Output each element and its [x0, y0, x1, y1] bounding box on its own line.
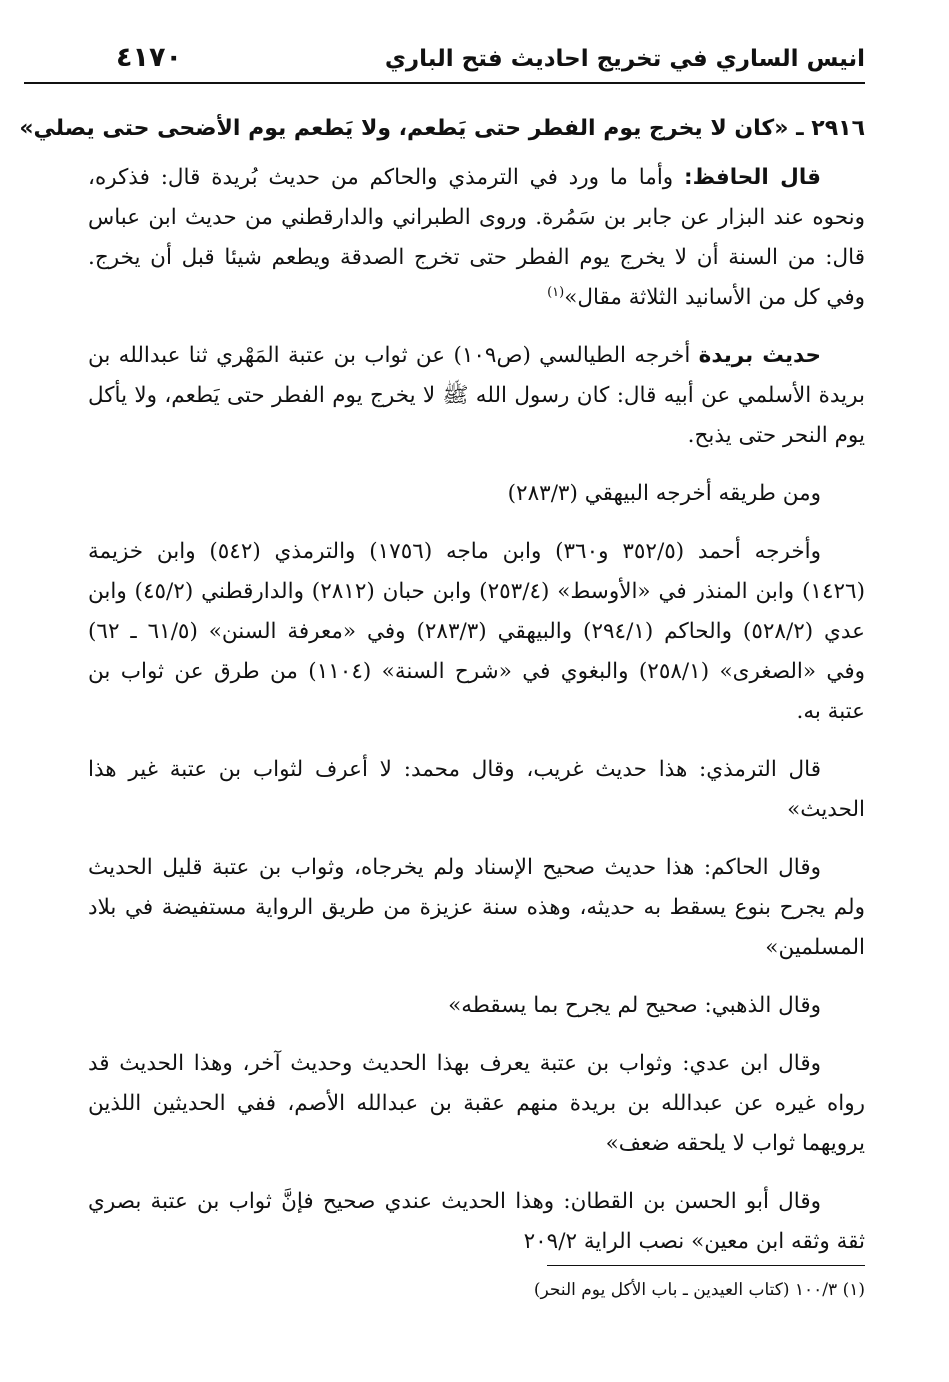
footnote-reference: (١)	[547, 284, 565, 300]
page-header	[24, 38, 865, 84]
paragraph-text: وأما ما ورد في الترمذي والحاكم من حديث بُريدة قال: فذكره، ونحوه عند البزار عن جابر بن سَمُرة. وروى الطبراني والدارقطني من حديث ابن عباس قال: من السنة أن لا يخرج يوم الفطر حتى تخرج الصدقة ويطعم شيئا قبل أن يخرج. وفي كل من الأسانيد الثلاثة مقال»	[88, 165, 865, 310]
main-text	[19, 106, 865, 1280]
paragraph-tirmidhi: قال الترمذي: هذا حديث غريب، وقال محمد: لا أعرف لثواب بن عتبة غير هذا الحديث»	[88, 757, 865, 822]
paragraph-ibn-adi: وقال ابن عدي: وثواب بن عتبة يعرف بهذا الحديث وحديث آخر، وهذا الحديث قد رواه غيره عن عبدالله بن بريدة منهم عقبة بن عبدالله الأصم، ففي الحديثين اللذين يرويهما ثواب لا يلحقه ضعف»	[88, 1051, 865, 1156]
paragraph-lead: حديث بريدة	[698, 343, 821, 368]
paragraph-dhahabi: وقال الذهبي: صحيح لم يجرح بما يسقطه»	[448, 993, 821, 1018]
hadith-heading: ٢٩١٦ ـ «كان لا يخرج يوم الفطر حتى يَطعم، ولا يَطعم يوم الأضحى حتى يصلي»	[19, 116, 865, 141]
running-title: انيس الساري في تخريج احاديث فتح الباري	[384, 46, 865, 72]
header-rule	[24, 82, 865, 84]
paragraph-text: أخرجه الطيالسي (ص١٠٩) عن ثواب بن عتبة المَهْري ثنا عبدالله بن بريدة الأسلمي عن أبيه قال: كان رسول الله ﷺ لا يخرج يوم الفطر حتى يَطعم، ولا يأكل يوم النحر حتى يذبح.	[88, 343, 865, 448]
paragraph-ibn-qattan: وقال أبو الحسن بن القطان: وهذا الحديث عندي صحيح فإنَّ ثواب بن عتبة بصري ثقة وثقه ابن معين» نصب الراية ٢٠٩/٢	[88, 1189, 865, 1254]
paragraph-takhrij: وأخرجه أحمد (٣٥٢/٥ و٣٦٠) وابن ماجه (١٧٥٦) والترمذي (٥٤٢) وابن خزيمة (١٤٢٦) وابن المنذر في «الأوسط» (٢٥٣/٤) وابن حبان (٢٨١٢) والدارقطني (٤٥/٢) وابن عدي (٥٢٨/٢) والحاكم (٢٩٤/١) والبيهقي (٢٨٣/٣) وفي «معرفة السنن» (٦١/٥ ـ ٦٢) وفي «الصغرى» (٢٥٨/١) والبغوي في «شرح السنة» (١١٠٤) من طرق عن ثواب بن عتبة به.	[88, 539, 865, 724]
paragraph-buraida	[88, 336, 865, 456]
footnote-rule	[547, 1265, 865, 1266]
paragraph-bayhaqi: ومن طريقه أخرجه البيهقي (٢٨٣/٣)	[507, 481, 821, 506]
paragraph-hafiz	[88, 158, 865, 318]
paragraph-hakim: وقال الحاكم: هذا حديث صحيح الإسناد ولم يخرجاه، وثواب بن عتبة قليل الحديث ولم يجرح بنوع يسقط به حديثه، وهذه سنة عزيزة من طريق الرواية مستفيضة في بلاد المسلمين»	[88, 855, 865, 960]
page-number: ٤١٧٠	[116, 42, 182, 73]
footnote: (١) ١٠٠/٣ (كتاب العيدين ـ باب الأكل يوم النحر)	[533, 1280, 865, 1300]
paragraph-lead: قال الحافظ:	[684, 165, 821, 190]
